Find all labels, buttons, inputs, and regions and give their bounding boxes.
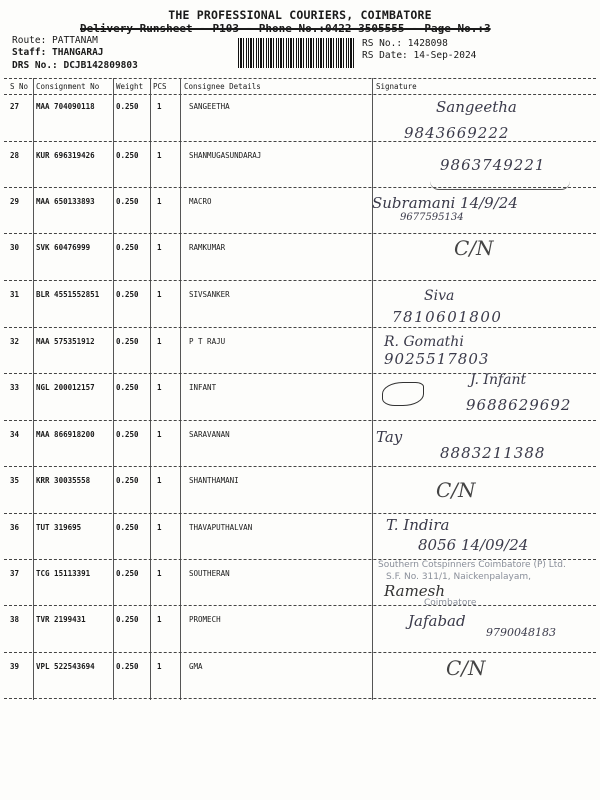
cell-weight: 0.250 bbox=[116, 662, 139, 671]
signature-38-phone: 9790048183 bbox=[486, 626, 556, 639]
row-divider bbox=[4, 280, 596, 281]
signature-28-scribble bbox=[430, 181, 570, 190]
cell-consignee: RAMKUMAR bbox=[189, 243, 226, 252]
signature-27-phone: 9843669222 bbox=[404, 124, 510, 142]
signature-38-name: Jafabad bbox=[408, 612, 466, 630]
header-bottom-rule bbox=[4, 94, 596, 95]
cell-consignee: SIVSANKER bbox=[189, 290, 230, 299]
cell-pcs: 1 bbox=[157, 243, 162, 252]
cell-weight: 0.250 bbox=[116, 383, 139, 392]
row-divider bbox=[4, 233, 596, 234]
cell-consignee: PROMECH bbox=[189, 615, 221, 624]
divider-consignee bbox=[372, 78, 373, 700]
signature-37-name: Ramesh bbox=[384, 582, 446, 600]
cell-sno: 34 bbox=[10, 430, 20, 439]
signature-35-cn: C/N bbox=[436, 478, 476, 502]
cell-consignee: SARAVANAN bbox=[189, 430, 230, 439]
signature-30-cn: C/N bbox=[454, 236, 494, 260]
col-sno: S No bbox=[10, 82, 29, 91]
cell-consignment: SVK 60476999 bbox=[36, 243, 91, 252]
cell-pcs: 1 bbox=[157, 337, 162, 346]
cell-consignment: MAA 866918200 bbox=[36, 430, 95, 439]
cell-consignment: MAA 704090118 bbox=[36, 102, 95, 111]
cell-pcs: 1 bbox=[157, 615, 162, 624]
col-consignment: Consignment No bbox=[36, 82, 100, 91]
cell-consignee: P T RAJU bbox=[189, 337, 226, 346]
runsheet-title-text: Delivery Runsheet - P103 - Phone No.:0422-3505555 - Page No.:3 bbox=[80, 22, 491, 35]
row-divider bbox=[4, 652, 596, 653]
cell-sno: 30 bbox=[10, 243, 20, 252]
company-title: THE PROFESSIONAL COURIERS, COIMBATORE bbox=[168, 8, 432, 22]
cell-consignment: TUT 319695 bbox=[36, 523, 82, 532]
col-weight: Weight bbox=[116, 82, 144, 91]
cell-consignment: KRR 30035558 bbox=[36, 476, 91, 485]
signature-39-cn: C/N bbox=[446, 656, 486, 680]
cell-sno: 27 bbox=[10, 102, 20, 111]
divider-consignment bbox=[113, 78, 114, 700]
cell-consignment: VPL 522543694 bbox=[36, 662, 95, 671]
company-stamp-line3: Coimbatore bbox=[424, 598, 477, 608]
cell-consignment: KUR 696319426 bbox=[36, 151, 95, 160]
row-divider bbox=[4, 420, 596, 421]
cell-sno: 32 bbox=[10, 337, 20, 346]
cell-consignee: THAVAPUTHALVAN bbox=[189, 523, 253, 532]
divider-sno bbox=[33, 78, 34, 700]
rs-date: RS Date: 14-Sep-2024 bbox=[362, 50, 477, 61]
rs-number: RS No.: 1428098 bbox=[362, 38, 448, 49]
cell-consignment: BLR 4551552851 bbox=[36, 290, 100, 299]
cell-weight: 0.250 bbox=[116, 290, 139, 299]
barcode bbox=[238, 38, 355, 68]
signature-31-name: Siva bbox=[424, 288, 455, 304]
cell-pcs: 1 bbox=[157, 476, 162, 485]
cell-pcs: 1 bbox=[157, 151, 162, 160]
signature-36-phone: 8056 14/09/24 bbox=[418, 536, 529, 554]
row-divider bbox=[4, 698, 596, 699]
col-pcs: PCS bbox=[153, 82, 167, 91]
cell-consignee: SHANMUGASUNDARAJ bbox=[189, 151, 262, 160]
runsheet-title bbox=[80, 22, 491, 35]
cell-pcs: 1 bbox=[157, 662, 162, 671]
cell-pcs: 1 bbox=[157, 569, 162, 578]
cell-consignee: GMA bbox=[189, 662, 203, 671]
drs-number: DRS No.: DCJB142809803 bbox=[12, 60, 138, 71]
cell-consignee: SANGEETHA bbox=[189, 102, 230, 111]
cell-pcs: 1 bbox=[157, 290, 162, 299]
cell-weight: 0.250 bbox=[116, 151, 139, 160]
cell-weight: 0.250 bbox=[116, 476, 139, 485]
cell-consignee: MACRO bbox=[189, 197, 212, 206]
cell-sno: 38 bbox=[10, 615, 20, 624]
cell-pcs: 1 bbox=[157, 523, 162, 532]
signature-33-phone: 9688629692 bbox=[466, 396, 572, 414]
cell-sno: 29 bbox=[10, 197, 20, 206]
row-divider bbox=[4, 513, 596, 514]
divider-pcs bbox=[180, 78, 181, 700]
cell-weight: 0.250 bbox=[116, 430, 139, 439]
cell-weight: 0.250 bbox=[116, 569, 139, 578]
row-divider bbox=[4, 327, 596, 328]
signature-27-name: Sangeetha bbox=[436, 98, 517, 116]
cell-sno: 36 bbox=[10, 523, 20, 532]
divider-weight bbox=[150, 78, 151, 700]
header-top-rule bbox=[4, 78, 596, 79]
cell-weight: 0.250 bbox=[116, 523, 139, 532]
signature-32-name: R. Gomathi bbox=[384, 334, 464, 350]
signature-28-phone: 9863749221 bbox=[440, 156, 546, 174]
cell-weight: 0.250 bbox=[116, 337, 139, 346]
cell-weight: 0.250 bbox=[116, 615, 139, 624]
row-divider bbox=[4, 605, 596, 606]
cell-pcs: 1 bbox=[157, 102, 162, 111]
cell-consignment: MAA 650133893 bbox=[36, 197, 95, 206]
cell-sno: 33 bbox=[10, 383, 20, 392]
cell-consignee: INFANT bbox=[189, 383, 217, 392]
cell-pcs: 1 bbox=[157, 383, 162, 392]
cell-sno: 37 bbox=[10, 569, 20, 578]
cell-pcs: 1 bbox=[157, 430, 162, 439]
cell-sno: 31 bbox=[10, 290, 20, 299]
signature-34-name: Tay bbox=[376, 428, 403, 446]
cell-weight: 0.250 bbox=[116, 102, 139, 111]
cell-sno: 28 bbox=[10, 151, 20, 160]
signature-32-phone: 9025517803 bbox=[384, 350, 490, 368]
cell-consignment: TVR 2199431 bbox=[36, 615, 86, 624]
cell-weight: 0.250 bbox=[116, 197, 139, 206]
signature-31-phone: 7810601800 bbox=[392, 308, 503, 326]
col-signature: Signature bbox=[376, 82, 417, 91]
cell-weight: 0.250 bbox=[116, 243, 139, 252]
staff-label: Staff: THANGARAJ bbox=[12, 47, 104, 58]
cell-sno: 35 bbox=[10, 476, 20, 485]
cell-pcs: 1 bbox=[157, 197, 162, 206]
signature-34-phone: 8883211388 bbox=[440, 444, 546, 462]
signature-33-name: J. Infant bbox=[470, 372, 527, 388]
company-stamp-line2: S.F. No. 311/1, Naickenpalayam, bbox=[386, 572, 532, 582]
cell-sno: 39 bbox=[10, 662, 20, 671]
signature-29-phone: 9677595134 bbox=[400, 212, 464, 223]
signature-29-name: Subramani 14/9/24 bbox=[372, 194, 518, 212]
signature-33-scribble bbox=[382, 382, 424, 406]
signature-36-name: T. Indira bbox=[386, 516, 450, 534]
col-consignee: Consignee Details bbox=[184, 82, 261, 91]
cell-consignment: NGL 200012157 bbox=[36, 383, 95, 392]
cell-consignment: TCG 15113391 bbox=[36, 569, 91, 578]
cell-consignee: SHANTHAMANI bbox=[189, 476, 239, 485]
cell-consignee: SOUTHERAN bbox=[189, 569, 230, 578]
route-label: Route: PATTANAM bbox=[12, 35, 98, 46]
cell-consignment: MAA 575351912 bbox=[36, 337, 95, 346]
row-divider bbox=[4, 466, 596, 467]
company-stamp-line1: Southern Cotspinners Coimbatore (P) Ltd. bbox=[378, 560, 566, 570]
